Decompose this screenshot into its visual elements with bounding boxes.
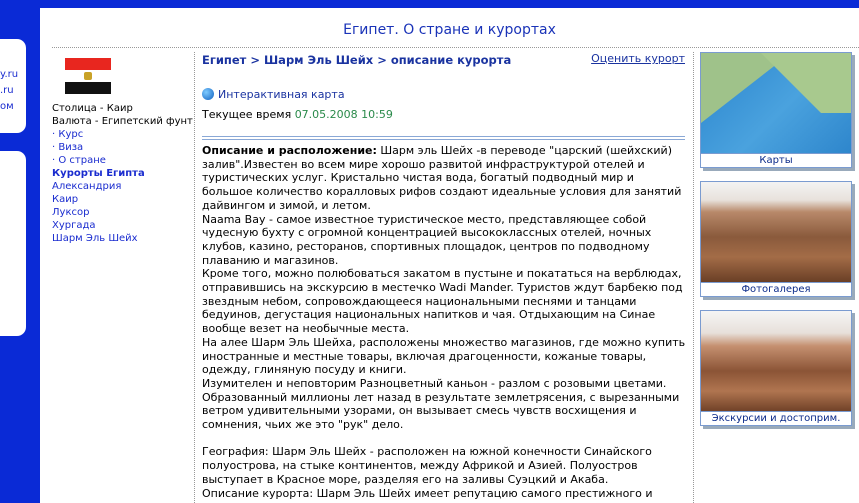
excursion-photo[interactable] [701,311,851,411]
link-about-country[interactable]: · О стране [52,155,106,166]
resort-link-luxor[interactable]: Луксор [52,207,90,218]
currency-text: Валюта - Египетский фунт [52,116,193,127]
left-panel-top [0,38,27,134]
column-divider [693,52,694,503]
paragraph: Описание курорта: Шарм Эль Шейх имеет репутацию самого престижного и [202,486,653,500]
header-divider [52,47,859,48]
breadcrumb[interactable]: Египет > Шарм Эль Шейх > описание курорта [202,53,512,67]
time-label: Текущее время [202,108,292,121]
left-fragment[interactable]: .ru [0,85,14,96]
interactive-map-label[interactable]: Интерактивная карта [218,88,345,101]
resort-link-hurghada[interactable]: Хургада [52,220,96,231]
excursions-card[interactable] [700,310,852,426]
article-body [202,144,687,500]
description-heading: Описание и расположение: [202,144,377,157]
spacer [202,432,687,446]
left-panel-bottom [0,150,27,337]
paragraph: Кроме того, можно полюбоваться закатом в пустыне и покататься на верблюдах, отправившись на экскурсию в местечко Wadi Mander. Туристов ждут барбекю под звездным небом, сопровождающееся национальными песнями и танцами бедуинов, дегустация национальных напитков и чая. Отдыхающим на Синае вообще везет на необычные места. [202,267,683,336]
resort-link-sharm[interactable]: Шарм Эль Шейх [52,233,138,244]
current-time [202,108,393,121]
site-title: Египет. О стране и курортах [343,22,556,38]
maps-card[interactable] [700,52,852,168]
top-bar-curve [52,8,859,18]
content-divider [202,136,685,140]
paragraph: Naama Bay - самое известное туристическое место, представляющее собой чудесную бухту с огромной концентрацией высококлассных отелей, ночных клубов, казино, ресторанов, спортивных площадок, центров по подводному плаванию и магазинов. [202,212,652,267]
rate-resort-link[interactable]: Оценить курорт [591,52,685,65]
interactive-map-link[interactable] [202,88,345,101]
top-bar [40,0,859,8]
paragraph [202,144,687,213]
country-info [52,102,197,245]
sinai-map-image[interactable] [701,53,851,153]
paragraph: На алее Шарм Эль Шейха, расположены множество магазинов, где можно купить иностранные и местные товары, включая драгоценности, кожаные товары, одежду, глиняную посуду и книги. [202,335,686,377]
paragraph: География: Шарм Эль Шейх - расположен на южной конечности Синайского полуострова, на стыке континентов, между Африкой и Азией. Полуостров выступает в Красное море, разделяя его на заливы Суэцкий и Акаба. [202,445,652,486]
paragraph: Изумителен и неповторим Разноцветный каньон - разлом с розовыми цветами. Образованный миллионы лет назад в результате землетрясения, с вырезанными ветром удивительными узорами, он вызывает смесь чувств восхищения и сомнения, чьих же это "рук" дело. [202,376,680,432]
gallery-caption[interactable]: Фотогалерея [701,282,851,296]
gallery-card[interactable] [700,181,852,297]
link-rate[interactable]: · Курс [52,129,84,140]
resorts-heading[interactable]: Курорты Египта [52,168,145,179]
egypt-flag-icon [65,58,111,94]
resort-link-cairo[interactable]: Каир [52,194,79,205]
capital-text: Столица - Каир [52,103,133,114]
excursions-caption[interactable]: Экскурсии и достоприм. [701,411,851,425]
paragraph-text: Шарм эль Шейх -в переводе "царский (шейхский) залив".Известен во всем мире хорошо развитой инфраструктурой отелей и туристических услуг. Кристально чистая вода, богатый подводный мир и большое количество коралловых рифов создают идеальные условия для занятий дайвингом и зимой, и летом. [202,144,682,212]
left-fragment[interactable]: ом [0,101,14,112]
left-fragment[interactable]: y.ru [0,69,19,80]
column-divider [194,52,195,503]
maps-caption[interactable]: Карты [701,153,851,167]
resort-link-alexandria[interactable]: Александрия [52,181,122,192]
link-visa[interactable]: · Виза [52,142,84,153]
time-value: 07.05.2008 10:59 [294,108,393,121]
globe-icon [202,88,214,100]
canyon-photo[interactable] [701,182,851,282]
